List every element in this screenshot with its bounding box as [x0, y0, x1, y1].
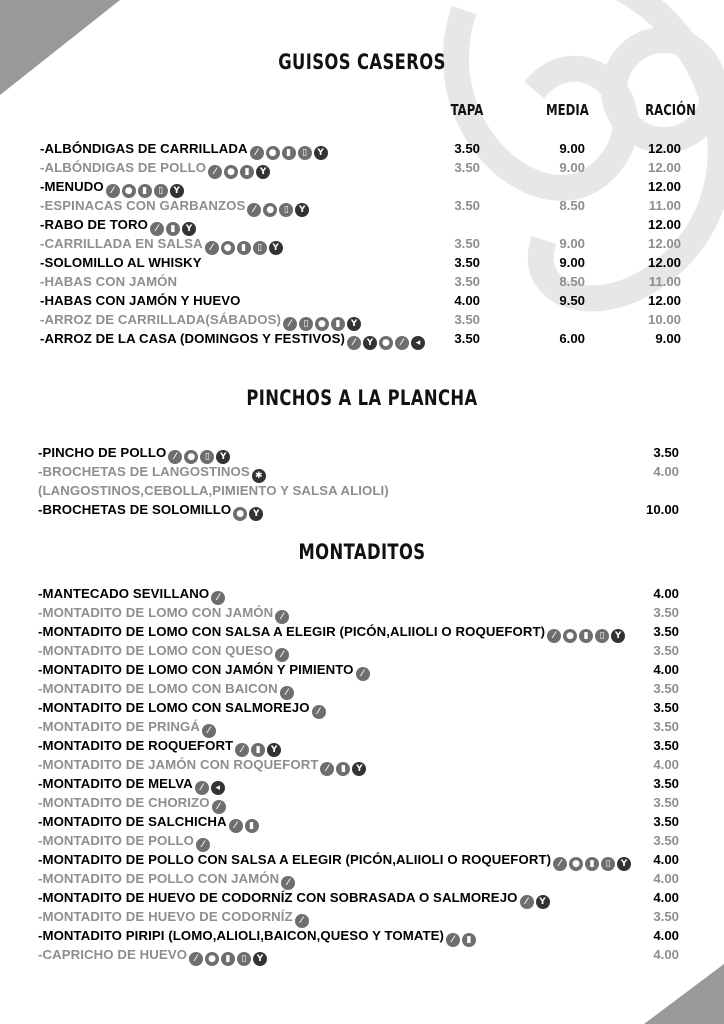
item-name: -ESPINACAS CON GARBANZOS: [40, 198, 246, 213]
menu-item: [40, 254, 684, 272]
fish-icon: ◂: [211, 781, 225, 795]
egg-icon: ●: [379, 336, 393, 350]
price: 3.50: [653, 643, 679, 658]
egg-icon: ●: [263, 203, 277, 217]
item-description: (LANGOSTINOS,CEBOLLA,PIMIENTO Y SALSA ALIOLI): [38, 483, 389, 498]
wheat-icon: ⁄: [320, 762, 334, 776]
menu-item: [38, 851, 684, 869]
wine-glass-icon: Y: [617, 857, 631, 871]
price: 4.00: [653, 852, 679, 867]
wine-glass-icon: Y: [182, 222, 196, 236]
item-name: -SOLOMILLO AL WHISKY: [40, 255, 202, 270]
wheat-icon: ⁄: [247, 203, 261, 217]
price: 3.50: [653, 814, 679, 829]
celery-icon: ▯: [253, 241, 267, 255]
price: 3.50: [653, 776, 679, 791]
item-name: -ALBÓNDIGAS DE CARRILLADA: [40, 141, 248, 156]
item-name: -MONTADITO DE LOMO CON SALMOREJO: [38, 700, 310, 715]
item-name: -MONTADITO DE CHORIZO: [38, 795, 210, 810]
wheat-icon: ⁄: [235, 743, 249, 757]
price-tapa: 3.50: [454, 236, 480, 251]
wine-glass-icon: Y: [314, 146, 328, 160]
celery-icon: ▯: [595, 629, 609, 643]
menu-item: [38, 737, 684, 755]
celery-icon: ▯: [200, 450, 214, 464]
price-media: 6.00: [559, 331, 585, 346]
menu-item: [38, 604, 684, 622]
price: 3.50: [653, 700, 679, 715]
item-name: -MONTADITO DE LOMO CON SALSA A ELEGIR (PICÓN,ALIIOLI O ROQUEFORT): [38, 624, 546, 639]
price: 4.00: [653, 464, 679, 479]
menu-item: [38, 813, 684, 831]
menu-item: [38, 444, 684, 462]
milk-icon: ▮: [251, 743, 265, 757]
price-tapa: 4.00: [454, 293, 480, 308]
wine-glass-icon: Y: [611, 629, 625, 643]
price-media: 9.00: [559, 236, 585, 251]
price: 4.00: [653, 757, 679, 772]
wine-glass-icon: Y: [352, 762, 366, 776]
mustard-icon: ⁄: [395, 336, 409, 350]
column-header-racion: RACIÓN: [645, 101, 696, 119]
price: 4.00: [653, 947, 679, 962]
price: 3.50: [653, 445, 679, 460]
price: 10.00: [645, 502, 679, 517]
price-tapa: 3.50: [454, 198, 480, 213]
wheat-icon: ⁄: [202, 724, 216, 738]
milk-icon: ▮: [579, 629, 593, 643]
milk-icon: ▮: [138, 184, 152, 198]
menu-item: [38, 699, 684, 717]
wine-glass-icon: Y: [267, 743, 281, 757]
price: 3.50: [653, 624, 679, 639]
section-title-pinchos: PINCHOS A LA PLANCHA: [246, 386, 478, 410]
price-racion: 12.00: [647, 179, 681, 194]
milk-icon: ▮: [240, 165, 254, 179]
egg-icon: ●: [315, 317, 329, 331]
corner-decoration-bottom-right: [644, 964, 724, 1024]
milk-icon: ▮: [462, 933, 476, 947]
wheat-icon: ⁄: [212, 800, 226, 814]
menu-item: [40, 197, 684, 215]
section-title-montaditos: MONTADITOS: [298, 540, 426, 564]
egg-icon: ●: [569, 857, 583, 871]
wine-glass-icon: Y: [253, 952, 267, 966]
wheat-icon: ⁄: [547, 629, 561, 643]
menu-item: [38, 463, 684, 481]
wheat-icon: ⁄: [196, 838, 210, 852]
price-media: 9.00: [559, 160, 585, 175]
price: 3.50: [653, 795, 679, 810]
item-name: -MONTADITO DE LOMO CON JAMÓN Y PIMIENTO: [38, 662, 354, 677]
price: 4.00: [653, 586, 679, 601]
egg-icon: ●: [122, 184, 136, 198]
wheat-icon: ⁄: [150, 222, 164, 236]
item-name: -MONTADITO DE POLLO CON JAMÓN: [38, 871, 280, 886]
menu-item: [40, 235, 684, 253]
menu-item: [38, 680, 684, 698]
milk-icon: ▮: [282, 146, 296, 160]
item-name: -MONTADITO DE LOMO CON BAICON: [38, 681, 278, 696]
wheat-icon: ⁄: [195, 781, 209, 795]
price: 3.50: [653, 719, 679, 734]
menu-item: [38, 661, 684, 679]
price: 4.00: [653, 871, 679, 886]
price-racion: 12.00: [647, 293, 681, 308]
menu-item: [40, 273, 684, 291]
item-name: -HABAS CON JAMÓN: [40, 274, 178, 289]
price-racion: 12.00: [647, 141, 681, 156]
shellfish-icon: ✱: [252, 469, 266, 483]
wheat-icon: ⁄: [229, 819, 243, 833]
price: 3.50: [653, 605, 679, 620]
item-name: -MONTADITO DE SALCHICHA: [38, 814, 227, 829]
column-header-media: MEDIA: [546, 101, 589, 119]
item-name: -HABAS CON JAMÓN Y HUEVO: [40, 293, 241, 308]
item-name: -ARROZ DE CARRILLADA(SÁBADOS): [40, 312, 281, 327]
celery-icon: ▯: [237, 952, 251, 966]
egg-icon: ●: [221, 241, 235, 255]
menu-item: [40, 140, 684, 158]
wheat-icon: ⁄: [281, 876, 295, 890]
celery-icon: ▯: [601, 857, 615, 871]
milk-icon: ▮: [245, 819, 259, 833]
menu-item: [40, 216, 684, 234]
wheat-icon: ⁄: [208, 165, 222, 179]
price-tapa: 3.50: [454, 331, 480, 346]
wheat-icon: ⁄: [446, 933, 460, 947]
wheat-icon: ⁄: [275, 610, 289, 624]
price-media: 8.50: [559, 198, 585, 213]
wheat-icon: ⁄: [295, 914, 309, 928]
menu-item: [38, 870, 684, 888]
price-racion: 11.00: [648, 274, 681, 289]
item-name: -MONTADITO DE ROQUEFORT: [38, 738, 234, 753]
price-racion: 12.00: [647, 236, 681, 251]
item-name: -MONTADITO DE LOMO CON JAMÓN: [38, 605, 274, 620]
menu-item: [38, 775, 684, 793]
wheat-icon: ⁄: [275, 648, 289, 662]
price-media: 9.00: [559, 141, 585, 156]
wine-glass-icon: Y: [295, 203, 309, 217]
wheat-icon: ⁄: [347, 336, 361, 350]
menu-item: [40, 330, 684, 348]
menu-item: [38, 756, 684, 774]
menu-item: [38, 832, 684, 850]
egg-icon: ●: [233, 507, 247, 521]
wine-glass-icon: Y: [347, 317, 361, 331]
egg-icon: ●: [563, 629, 577, 643]
menu-item: [38, 946, 684, 964]
item-name: -MONTADITO PIRIPI (LOMO,ALIOLI,BAICON,QUESO Y TOMATE): [38, 928, 445, 943]
menu-item: [38, 623, 684, 641]
menu-item: [38, 585, 684, 603]
item-name: -MONTADITO DE JAMÓN CON ROQUEFORT: [38, 757, 319, 772]
wheat-icon: ⁄: [106, 184, 120, 198]
item-name: -MENUDO: [40, 179, 104, 194]
egg-icon: ●: [224, 165, 238, 179]
wheat-icon: ⁄: [283, 317, 297, 331]
menu-item: [38, 927, 684, 945]
wine-glass-icon: Y: [216, 450, 230, 464]
milk-icon: ▮: [237, 241, 251, 255]
price-media: 8.50: [559, 274, 585, 289]
price-tapa: 3.50: [454, 141, 480, 156]
celery-icon: ▯: [299, 317, 313, 331]
price: 3.50: [653, 909, 679, 924]
menu-item-description: [38, 482, 684, 500]
item-name: -BROCHETAS DE SOLOMILLO: [38, 502, 232, 517]
price-tapa: 3.50: [454, 255, 480, 270]
wine-glass-icon: Y: [170, 184, 184, 198]
wheat-icon: ⁄: [356, 667, 370, 681]
milk-icon: ▮: [336, 762, 350, 776]
menu-item: [40, 178, 684, 196]
item-name: -ARROZ DE LA CASA (DOMINGOS Y FESTIVOS): [40, 331, 346, 346]
item-name: -MONTADITO DE PRINGÁ: [38, 719, 200, 734]
menu-item: [38, 889, 684, 907]
menu-item: [40, 292, 684, 310]
milk-icon: ▮: [221, 952, 235, 966]
fish-icon: ◂: [411, 336, 425, 350]
wine-glass-icon: Y: [249, 507, 263, 521]
item-name: -MONTADITO DE HUEVO DE CODORNÍZ: [38, 909, 293, 924]
price-racion: 10.00: [647, 312, 681, 327]
wheat-icon: ⁄: [168, 450, 182, 464]
price: 3.50: [653, 738, 679, 753]
column-header-tapa: TAPA: [450, 101, 484, 119]
item-name: -ALBÓNDIGAS DE POLLO: [40, 160, 207, 175]
item-name: -MONTADITO DE POLLO: [38, 833, 194, 848]
egg-icon: ●: [205, 952, 219, 966]
milk-icon: ▮: [331, 317, 345, 331]
item-name: -MONTADITO DE HUEVO DE CODORNÍZ CON SOBRASADA O SALMOREJO: [38, 890, 518, 905]
egg-icon: ●: [266, 146, 280, 160]
wheat-icon: ⁄: [312, 705, 326, 719]
wheat-icon: ⁄: [250, 146, 264, 160]
wine-glass-icon: Y: [256, 165, 270, 179]
price-tapa: 3.50: [454, 160, 480, 175]
corner-decoration-top-left: [0, 0, 120, 95]
wine-glass-icon: Y: [269, 241, 283, 255]
price: 4.00: [653, 890, 679, 905]
price: 3.50: [653, 833, 679, 848]
menu-item: [40, 159, 684, 177]
milk-icon: ▮: [585, 857, 599, 871]
price-racion: 12.00: [647, 217, 681, 232]
wheat-icon: ⁄: [205, 241, 219, 255]
menu-item: [38, 642, 684, 660]
item-name: -MONTADITO DE MELVA: [38, 776, 193, 791]
price-racion: 12.00: [647, 160, 681, 175]
item-name: -PINCHO DE POLLO: [38, 445, 167, 460]
wheat-icon: ⁄: [553, 857, 567, 871]
item-name: -MONTADITO DE POLLO CON SALSA A ELEGIR (PICÓN,ALIIOLI O ROQUEFORT): [38, 852, 552, 867]
celery-icon: ▯: [154, 184, 168, 198]
price: 4.00: [653, 928, 679, 943]
menu-item: [38, 501, 684, 519]
menu-item: [40, 311, 684, 329]
price-racion: 11.00: [648, 198, 681, 213]
section-title-guisos: GUISOS CASEROS: [278, 50, 446, 74]
price-racion: 12.00: [647, 255, 681, 270]
wheat-icon: ⁄: [211, 591, 225, 605]
price: 3.50: [653, 681, 679, 696]
item-name: -CARRILLADA EN SALSA: [40, 236, 203, 251]
price-media: 9.00: [559, 255, 585, 270]
menu-item: [38, 718, 684, 736]
price: 4.00: [653, 662, 679, 677]
item-name: -MONTADITO DE LOMO CON QUESO: [38, 643, 274, 658]
wheat-icon: ⁄: [280, 686, 294, 700]
item-name: -BROCHETAS DE LANGOSTINOS: [38, 464, 250, 479]
wine-glass-icon: Y: [536, 895, 550, 909]
price-racion: 9.00: [655, 331, 681, 346]
menu-item: [38, 794, 684, 812]
item-name: -CAPRICHO DE HUEVO: [38, 947, 188, 962]
egg-icon: ●: [184, 450, 198, 464]
item-name: -RABO DE TORO: [40, 217, 149, 232]
milk-icon: ▮: [166, 222, 180, 236]
celery-icon: ▯: [298, 146, 312, 160]
price-tapa: 3.50: [454, 274, 480, 289]
price-tapa: 3.50: [454, 312, 480, 327]
price-media: 9.50: [559, 293, 585, 308]
wheat-icon: ⁄: [189, 952, 203, 966]
item-name: -MANTECADO SEVILLANO: [38, 586, 210, 601]
wheat-icon: ⁄: [520, 895, 534, 909]
celery-icon: ▯: [279, 203, 293, 217]
menu-item: [38, 908, 684, 926]
wine-glass-icon: Y: [363, 336, 377, 350]
